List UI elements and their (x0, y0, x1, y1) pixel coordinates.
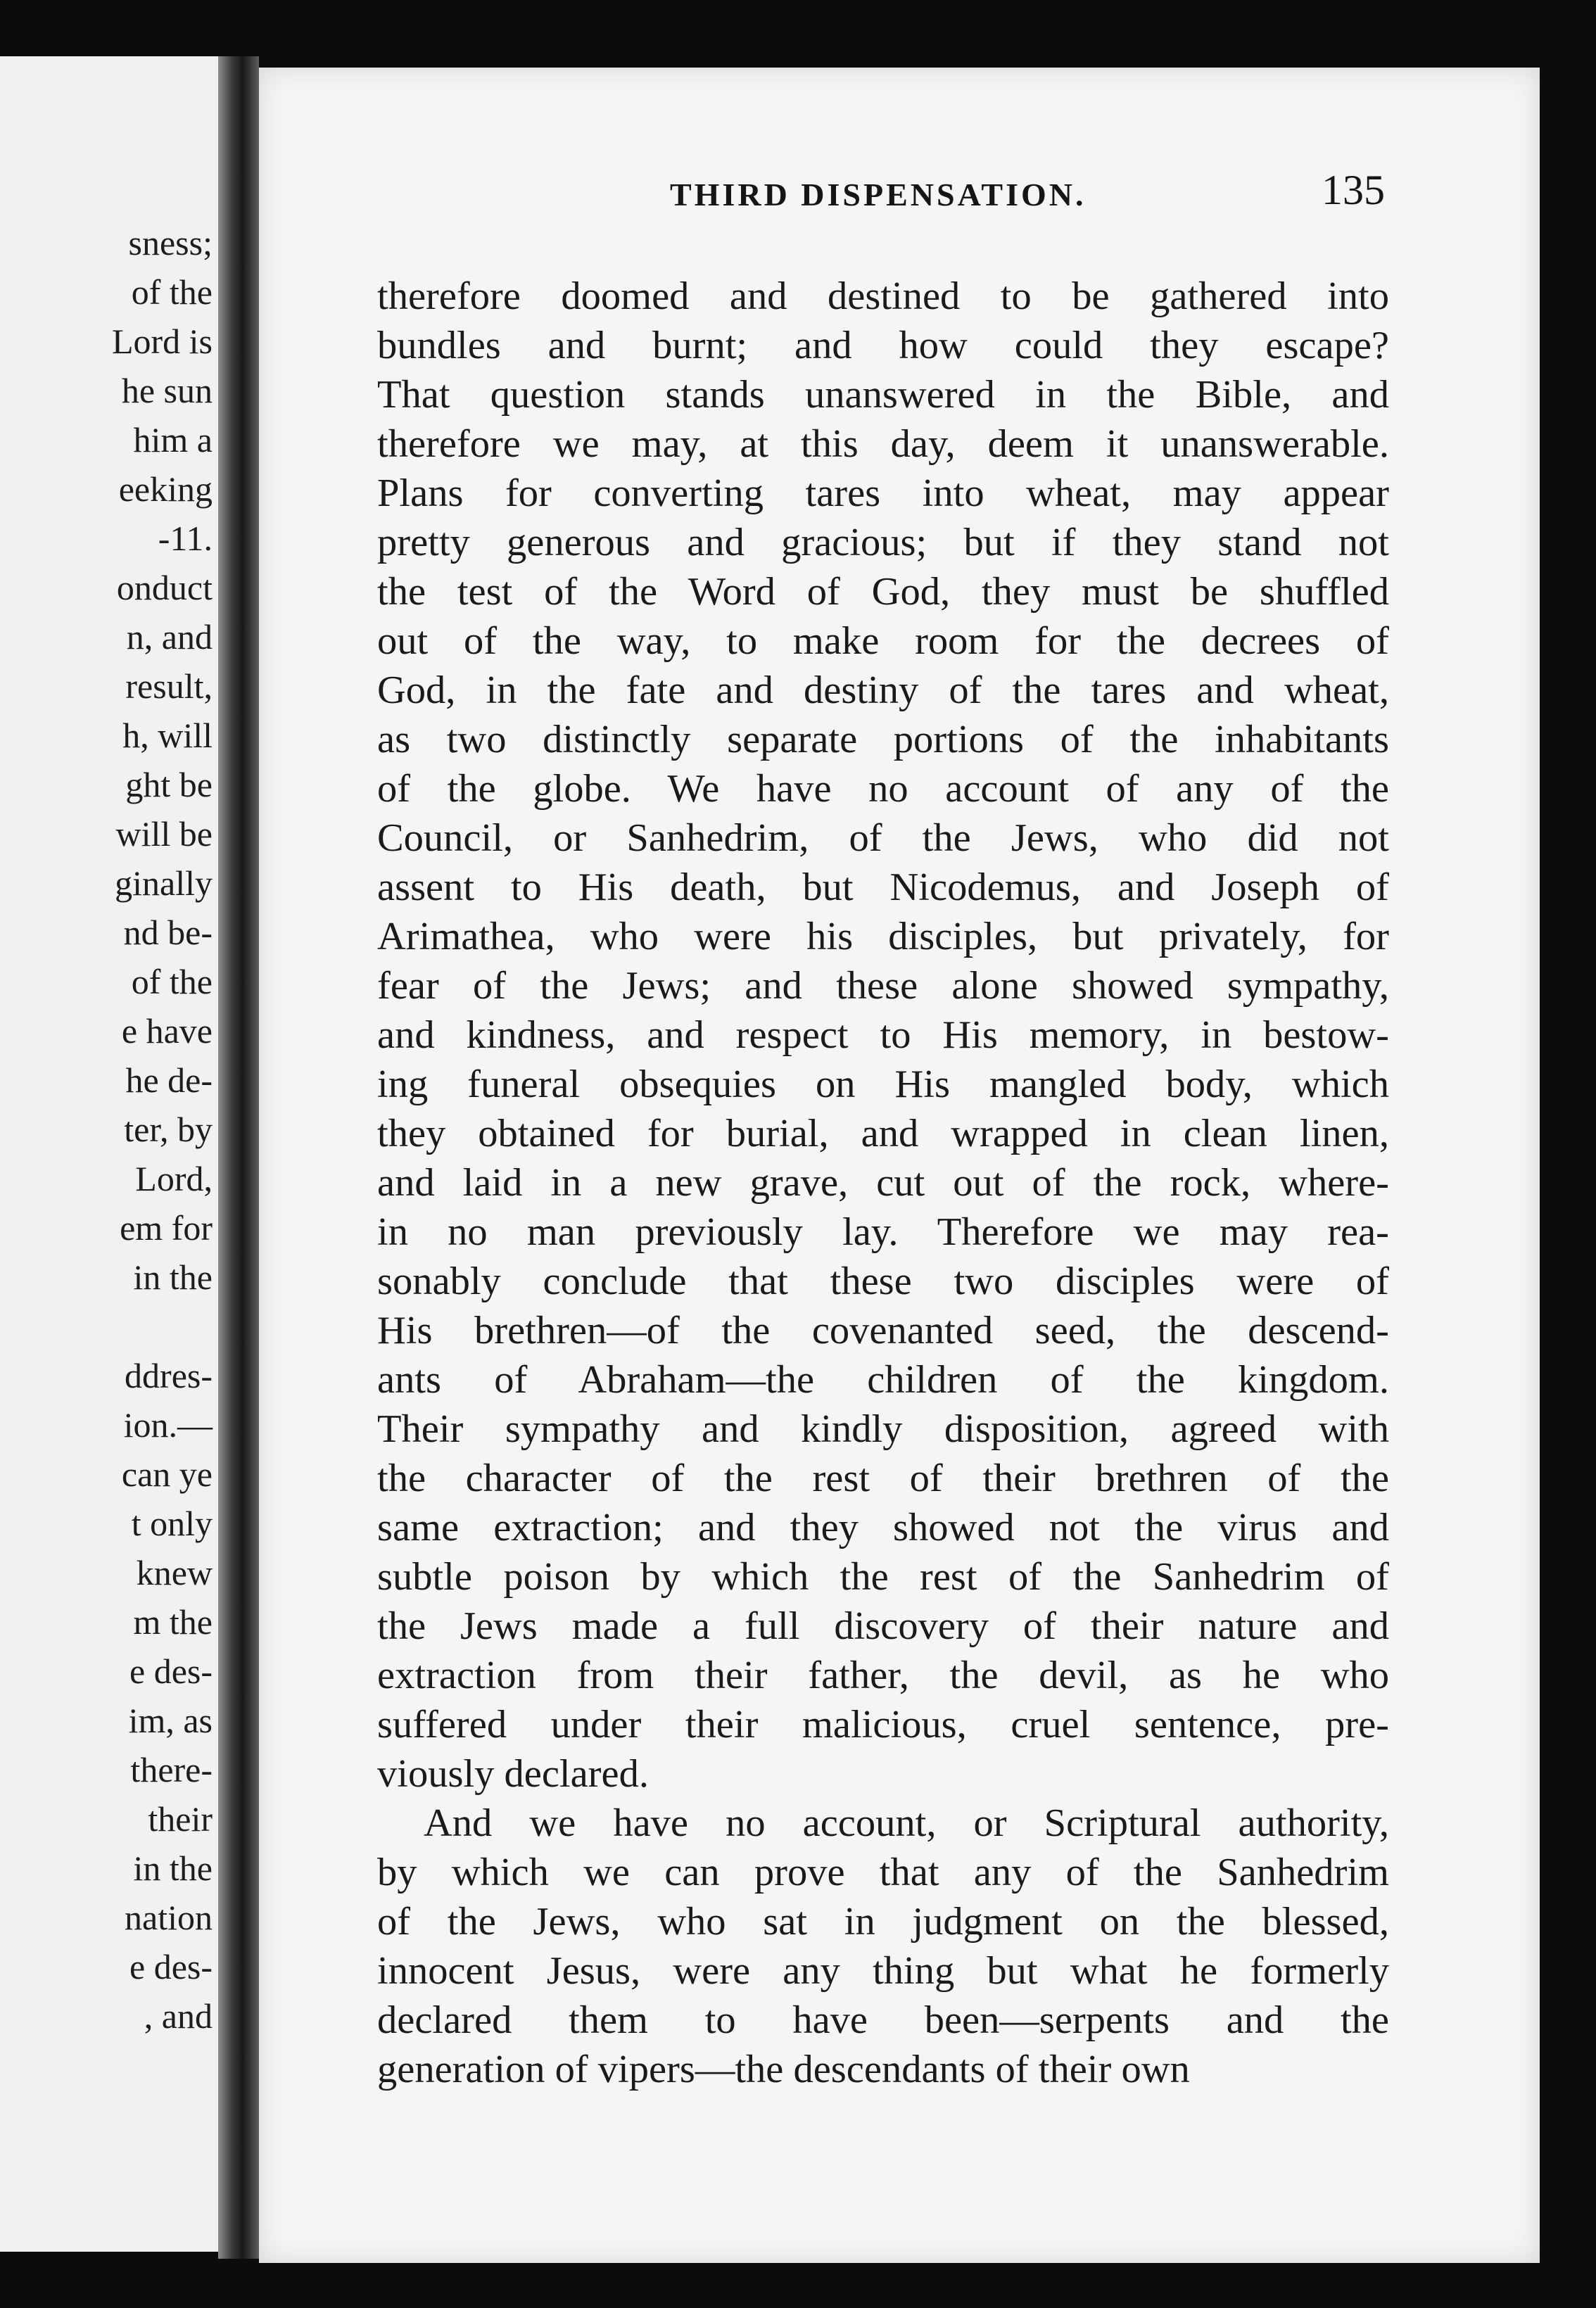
text-line: and kindness, and respect to His memory, in bestow- (377, 1013, 1389, 1057)
text-line: generation of vipers—the descendants of their own (377, 2048, 1190, 2091)
text-line: sonably conclude that these two disciples were of (377, 1260, 1389, 1303)
text-line: fear of the Jews; and these alone showed sympathy, (377, 964, 1389, 1008)
text-line: Arimathea, who were his disciples, but privately, for (377, 915, 1389, 958)
left-page-line: t only (131, 1504, 213, 1543)
text-line: Council, or Sanhedrim, of the Jews, who did not (377, 816, 1389, 860)
text-line: bundles and burnt; and how could they escape? (377, 324, 1389, 367)
text-line: ants of Abraham—the children of the kingdom. (377, 1358, 1389, 1402)
text-line: assent to His death, but Nicodemus, and Joseph of (377, 866, 1389, 909)
text-line: declared them to have been—serpents and the (377, 1998, 1389, 2042)
left-page-line: m the (133, 1602, 213, 1642)
text-line: of the Jews, who sat in judgment on the blessed, (377, 1900, 1389, 1944)
left-page-line: onduct (116, 568, 213, 607)
text-line: therefore doomed and destined to be gathered into (377, 274, 1389, 318)
text-line: as two distinctly separate portions of the inhabitants (377, 718, 1389, 761)
text-line: therefore we may, at this day, deem it unanswerable. (377, 422, 1389, 466)
left-page-line: in the (133, 1257, 213, 1297)
left-page-line: Lord is (111, 322, 213, 361)
text-line: the test of the Word of God, they must be shuffled (377, 570, 1389, 614)
running-head: THIRD DISPENSATION. (670, 177, 1087, 213)
text-line: extraction from their father, the devil, as he who (377, 1654, 1389, 1697)
left-page-line: ion.— (123, 1405, 213, 1445)
left-page-line: of the (131, 962, 213, 1001)
text-line: the Jews made a full discovery of their nature and (377, 1604, 1389, 1648)
left-page-line: in the (133, 1849, 213, 1888)
left-page-line: nation (125, 1898, 213, 1937)
text-line: pretty generous and gracious; but if they stand not (377, 521, 1389, 564)
page-number: 135 (1322, 167, 1385, 213)
text-line: by which we can prove that any of the Sanhedrim (377, 1851, 1389, 1894)
left-page-line: there- (130, 1750, 213, 1789)
text-line: same extraction; and they showed not the virus and (377, 1506, 1389, 1549)
left-page-line: h, will (122, 716, 213, 755)
text-line: And we have no account, or Scriptural authority, (424, 1801, 1389, 1845)
left-page-line: sness; (128, 223, 213, 262)
left-page-line: he sun (121, 371, 213, 410)
left-page-line: knew (136, 1553, 213, 1592)
text-line: His brethren—of the covenanted seed, the descend- (377, 1309, 1389, 1352)
left-page-line: their (148, 1799, 213, 1839)
left-page-line: ter, by (124, 1110, 213, 1149)
left-page-line: him a (133, 420, 213, 459)
text-line: Plans for converting tares into wheat, may appear (377, 471, 1389, 515)
left-page-line: of the (131, 272, 213, 312)
left-page-line: im, as (128, 1701, 213, 1740)
left-page-line: n, and (126, 617, 213, 657)
left-page-line: em for (120, 1208, 213, 1248)
left-page-line: e have (121, 1011, 213, 1051)
text-line: God, in the fate and destiny of the tares and wheat, (377, 668, 1389, 712)
text-line: Their sympathy and kindly disposition, agreed with (377, 1407, 1389, 1451)
book-gutter (218, 56, 259, 2259)
text-line: viously declared. (377, 1752, 649, 1796)
left-page-line: will be (115, 814, 213, 854)
text-line: subtle poison by which the rest of the Sanhedrim of (377, 1555, 1389, 1599)
left-page-line: e des- (129, 1947, 213, 1986)
left-page-line: he de- (125, 1060, 213, 1100)
text-line: ing funeral obsequies on His mangled body, which (377, 1063, 1389, 1106)
left-page-line: ght be (125, 765, 213, 804)
text-line: That question stands unanswered in the Bible, and (377, 373, 1389, 417)
left-page-line: -11. (158, 519, 213, 558)
text-line: and laid in a new grave, cut out of the rock, where- (377, 1161, 1389, 1205)
text-line: out of the way, to make room for the decrees of (377, 619, 1389, 663)
left-page-line: ginally (115, 863, 213, 903)
left-page-line: , and (144, 1996, 213, 2036)
left-page-line: eeking (118, 469, 213, 509)
left-page-line: result, (125, 666, 213, 706)
text-line: the character of the rest of their brethren of the (377, 1457, 1389, 1500)
text-line: innocent Jesus, were any thing but what he formerly (377, 1949, 1389, 1993)
facing-page-fragment (0, 56, 218, 2252)
text-line: they obtained for burial, and wrapped in clean linen, (377, 1112, 1389, 1155)
left-page-line: e des- (129, 1651, 213, 1691)
left-page-line: ddres- (125, 1356, 213, 1395)
left-page-line: nd be- (123, 913, 213, 952)
text-line: suffered under their malicious, cruel sentence, pre- (377, 1703, 1389, 1746)
text-line: of the globe. We have no account of any of the (377, 767, 1389, 811)
left-page-line: can ye (121, 1454, 213, 1494)
text-line: in no man previously lay. Therefore we may rea- (377, 1210, 1389, 1254)
left-page-line: Lord, (135, 1159, 213, 1198)
